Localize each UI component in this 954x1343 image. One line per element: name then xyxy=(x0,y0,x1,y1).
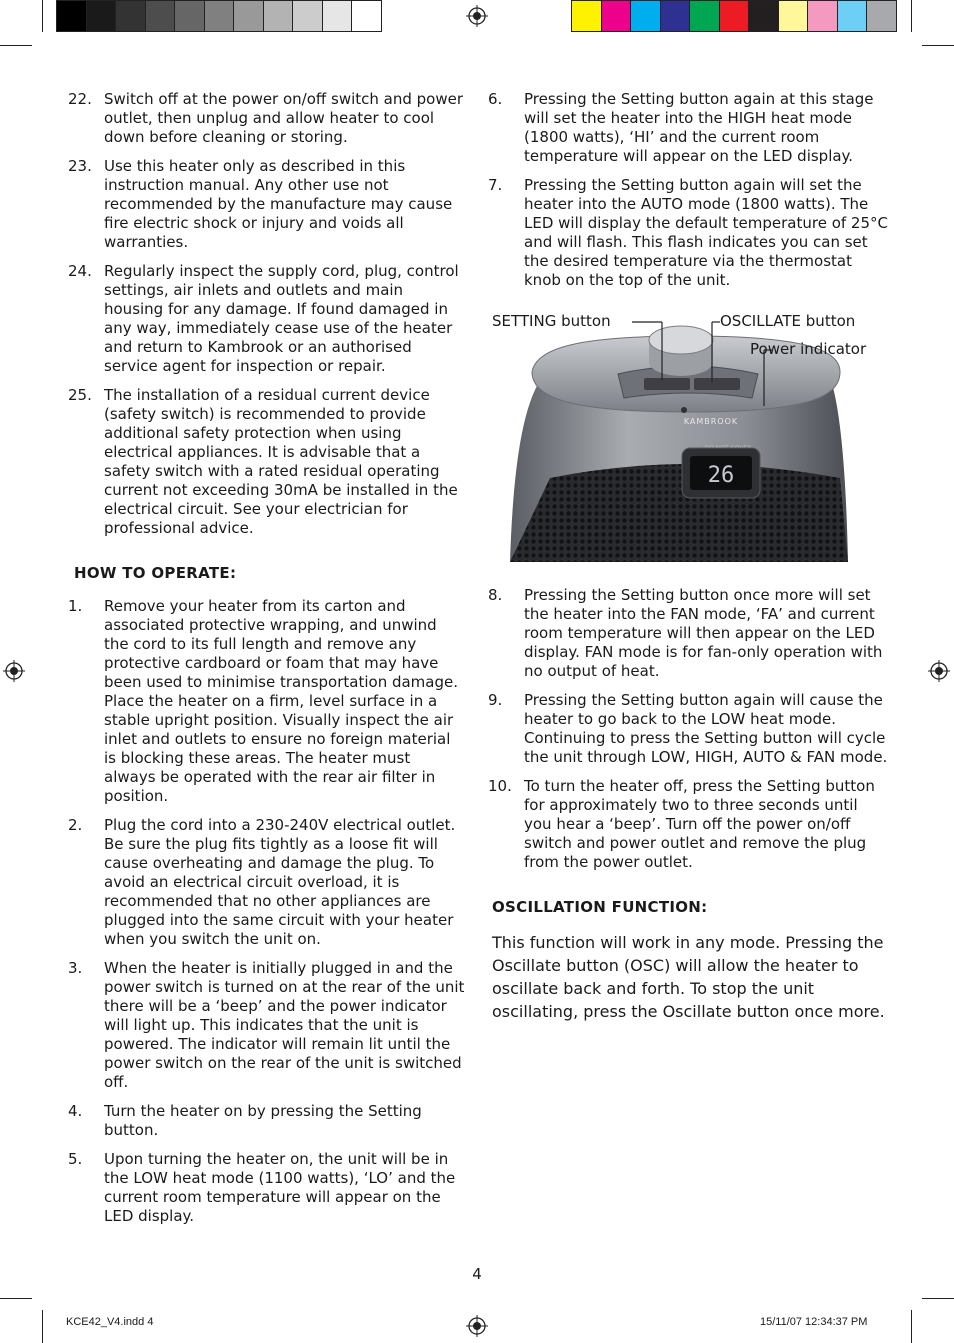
footer-filename: KCE42_V4.indd 4 xyxy=(66,1316,154,1328)
color-swatch xyxy=(323,1,353,31)
list-item: 6. Pressing the Setting button again at this stage will set the heater into the HIGH heat mode (1800 watts), ‘HI’ and the current room temperature will appear on the LED display. xyxy=(488,90,874,165)
setting-button-callout: SETTING button xyxy=(492,312,611,330)
heater-figure xyxy=(488,300,888,568)
list-item: 24. Regularly inspect the supply cord, plug, control settings, air inlets and outlets and main housing for any damage. If found damaged in any way, immediately cease use of the heater and return to Kambrook or an authorised service agent for inspection or repair. xyxy=(68,262,459,375)
list-item: 9. Pressing the Setting button again will cause the heater to go back to the LOW heat mode. Continuing to press the Setting button will cycle the unit through LOW, HIGH, AUTO & FAN mode. xyxy=(488,691,888,766)
crop-mark xyxy=(911,0,912,32)
list-item: 10. To turn the heater off, press the Setting button for approximately two to three seconds until you hear a ‘beep’. Turn off the power on/off switch and power outlet and remove the plug from the power outlet. xyxy=(488,777,875,871)
color-swatch xyxy=(779,1,809,31)
list-item: 4. Turn the heater on by pressing the Setting button. xyxy=(68,1102,422,1139)
oscillation-paragraph: This function will work in any mode. Pressing the Oscillate button (OSC) will allow the heater to oscillate back and forth. To stop the unit oscillating, press the Oscillate button once more. xyxy=(492,933,885,1021)
list-item: 22. Switch off at the power on/off switch and power outlet, then unplug and allow heater to cool down before cleaning or storing. xyxy=(68,90,464,146)
color-swatch xyxy=(572,1,602,31)
color-swatch xyxy=(205,1,235,31)
list-item: 2. Plug the cord into a 230-240V electrical outlet. Be sure the plug fits tightly as a loose fit will cause overheating and damage the plug. To avoid an electrical circuit overload, it is recommended that no other appliances are plugged into the same circuit with your heater when you switch the unit on. xyxy=(68,816,456,948)
color-swatch xyxy=(838,1,868,31)
oscillation-heading: OSCILLATION FUNCTION: xyxy=(492,898,708,916)
crop-mark xyxy=(42,1310,43,1343)
color-swatch xyxy=(808,1,838,31)
color-swatch xyxy=(175,1,205,31)
right-column xyxy=(488,90,888,1023)
color-swatch xyxy=(264,1,294,31)
color-swatch xyxy=(690,1,720,31)
color-swatch xyxy=(602,1,632,31)
crop-mark xyxy=(922,45,954,46)
registration-target-icon xyxy=(466,1315,488,1337)
registration-target-icon xyxy=(3,660,25,682)
color-swatch xyxy=(749,1,779,31)
safety-list xyxy=(68,90,466,538)
color-swatch xyxy=(352,1,381,31)
led-display: 26 xyxy=(707,463,735,488)
how-to-operate-heading: HOW TO OPERATE: xyxy=(74,564,237,582)
list-item: 23. Use this heater only as described in this instruction manual. Any other use not recommended by the manufacture may cause fire electric shock or injury and voids all warranties. xyxy=(68,157,453,251)
left-column xyxy=(68,90,466,1236)
crop-mark xyxy=(922,1298,954,1299)
crop-mark xyxy=(911,1310,912,1343)
list-item: 8. Pressing the Setting button once more will set the heater into the FAN mode, ‘FA’ and current room temperature will then appear on the LED display. FAN mode is for fan-only operation with no output of heat. xyxy=(488,586,883,680)
crop-mark xyxy=(0,1298,32,1299)
color-swatch xyxy=(234,1,264,31)
registration-target-icon xyxy=(928,660,950,682)
crop-mark xyxy=(0,45,32,46)
list-item: 1. Remove your heater from its carton and associated protective wrapping, and unwind the cord to its full length and remove any protective cardboard or foam that may have been used to minimise transportation damage. Place the heater on a firm, level surface in a stable upright position. Visually inspect the air inlet and outlets to ensure no foreign material is blocking these areas. The heater must always be operated with the rear air filter in position. xyxy=(68,597,459,805)
list-item: 5. Upon turning the heater on, the unit will be in the LOW heat mode (1100 watts), ‘LO’ and the current room temperature will appear on the LED display. xyxy=(68,1150,456,1225)
color-swatch xyxy=(116,1,146,31)
color-swatch xyxy=(661,1,691,31)
power-indicator-callout: Power indicator xyxy=(750,340,867,358)
color-swatch xyxy=(720,1,750,31)
registration-target-icon xyxy=(466,5,488,27)
color-swatch xyxy=(867,1,896,31)
footer-timestamp: 15/11/07 12:34:37 PM xyxy=(760,1316,868,1328)
operate-list-continued xyxy=(488,90,888,290)
color-swatch xyxy=(631,1,661,31)
oscillate-button-callout: OSCILLATE button xyxy=(720,312,856,330)
grayscale-registration-strip xyxy=(56,0,382,32)
list-item: 7. Pressing the Setting button again will set the heater into the AUTO mode (1800 watts). The LED will display the default temperature of 25°C and will flash. This flash indicates you can set the desired temperature via the thermostat knob on the top of the unit. xyxy=(488,176,888,289)
operate-list-end xyxy=(488,586,888,872)
crop-mark xyxy=(42,0,43,32)
brand-logo-text: KAMBROOK xyxy=(683,417,739,426)
list-item: 3. When the heater is initially plugged in and the power switch is turned on at the rear of the unit there will be a ‘beep’ and the power indicator will light up. This indicates that the unit is powered. The indicator will remain lit until the power switch on the rear of the unit is switched off. xyxy=(68,959,465,1091)
color-registration-strip xyxy=(571,0,897,32)
color-swatch xyxy=(146,1,176,31)
operate-list xyxy=(68,597,466,1226)
color-swatch xyxy=(293,1,323,31)
color-swatch xyxy=(87,1,117,31)
list-item: 25. The installation of a residual current device (safety switch) is recommended to provide additional safety protection when using electrical appliances. It is advisable that a safety switch with a rated residual operating current not exceeding 30mA be installed in the electrical circuit. See your electrician for professional advice. xyxy=(68,386,458,537)
page-number: 4 xyxy=(472,1265,482,1283)
color-swatch xyxy=(57,1,87,31)
